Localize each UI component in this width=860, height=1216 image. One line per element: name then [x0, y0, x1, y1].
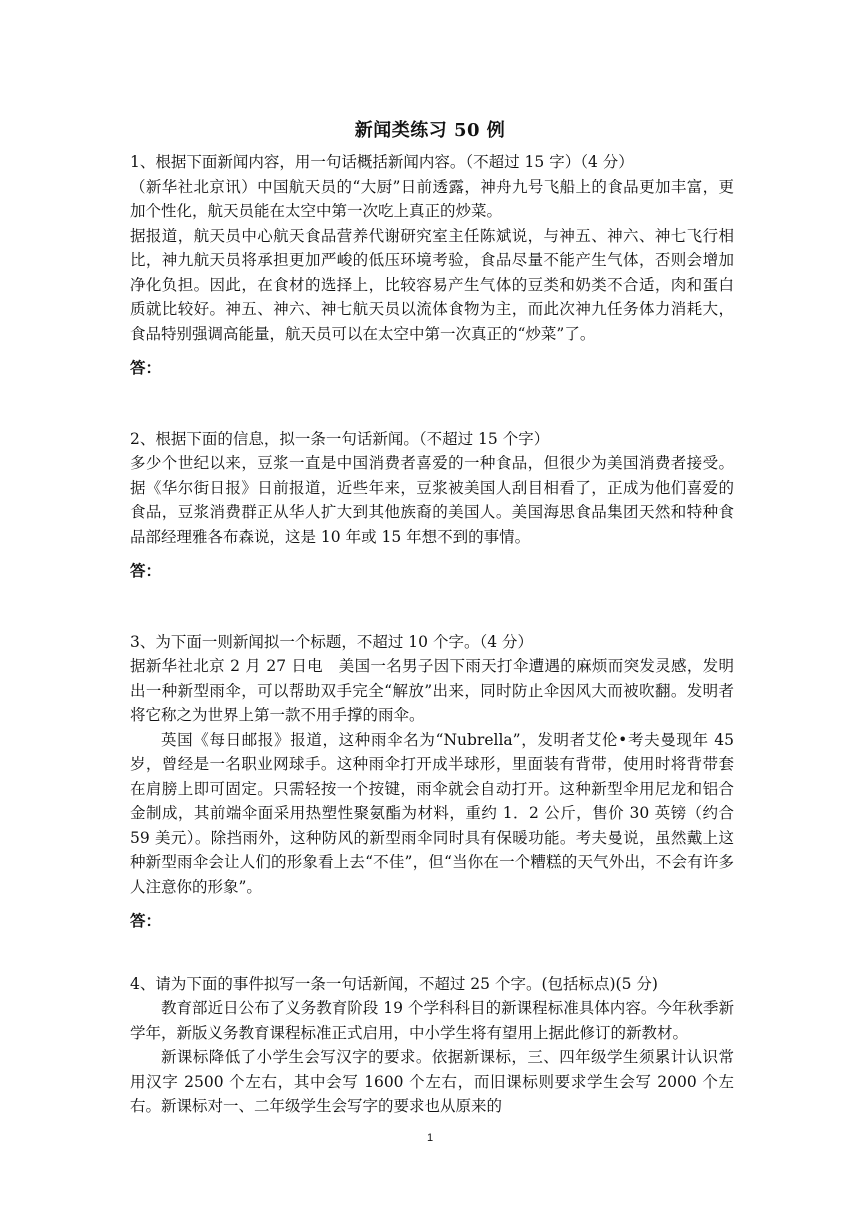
- question-2: [130, 427, 734, 584]
- question-1-answer-label: 答：: [130, 358, 162, 377]
- question-3-paragraph-1: 据新华社北京 2 月 27 日电 美国一名男子因下雨天打伞遭遇的麻烦而突发灵感，发明出一种新型雨伞，可以帮助双手完全“解放”出来，同时防止伞因风大而被吹翻。发明者将它称之为世界上第一款不用手撑的雨伞。: [130, 657, 734, 724]
- page-title: 新闻类练习 50 例: [354, 120, 506, 141]
- question-4-prompt: 4、请为下面的事件拟写一条一句话新闻，不超过 25 个字。(包括标点)(5 分): [130, 974, 658, 993]
- question-1: [130, 150, 734, 381]
- question-4-paragraph-1: 教育部近日公布了义务教育阶段 19 个学科科目的新课程标准具体内容。今年秋季新学年，新版义务教育课程标准正式启用，中小学生将有望用上据此修订的新教材。: [130, 999, 734, 1042]
- question-1-paragraph-1: （新华社北京讯）中国航天员的“大厨”日前透露，神舟九号飞船上的食品更加丰富，更加个性化，航天员能在太空中第一次吃上真正的炒菜。: [130, 177, 734, 220]
- question-1-prompt: 1、根据下面新闻内容，用一句话概括新闻内容。（不超过 15 字）（4 分）: [130, 153, 634, 171]
- spacer: [130, 381, 734, 427]
- question-3: [130, 630, 734, 934]
- question-2-prompt: 2、根据下面的信息，拟一条一句话新闻。（不超过 15 个字）: [130, 429, 550, 448]
- document-body: [130, 150, 734, 1119]
- question-3-answer-label: 答：: [130, 911, 162, 930]
- question-3-prompt: 3、为下面一则新闻拟一个标题，不超过 10 个字。（4 分）: [130, 632, 533, 651]
- page-number: 1: [426, 1132, 434, 1144]
- question-1-paragraph-2: 据报道，航天员中心航天食品营养代谢研究室主任陈斌说，与神五、神六、神七飞行相比，神九航天员将承担更加严峻的低压环境考验，食品尽量不能产生气体，否则会增加净化负担。因此，在食材的选择上，比较容易产生气体的豆类和奶类不合适，肉和蛋白质就比较好。神五、神六、神七航天员以流体食物为主，而此次神九任务体力消耗大，食品特别强调高能量，航天员可以在太空中第一次真正的“炒菜”了。: [130, 226, 734, 343]
- question-3-paragraph-2: 英国《每日邮报》报道，这种雨伞名为“Nubrella”，发明者艾伦•考夫曼现年 45 岁，曾经是一名职业网球手。这种雨伞打开成半球形，里面装有背带，使用时将背带套在肩膀上即可固定。只需轻按一个按键，雨伞就会自动打开。这种新型伞用尼龙和铝合金制成，其前端伞面采用热塑性聚氨酯为材料，重约 1．2 公斤，售价 30 英镑（约合 59 美元）。除挡雨外，这种防风的新型雨伞同时具有保暖功能。考夫曼说，虽然戴上这种新型雨伞会让人们的形象看上去“不佳”，但“当你在一个糟糕的天气外出，不会有许多人注意你的形象”。: [130, 730, 734, 896]
- spacer: [130, 934, 734, 972]
- question-2-paragraph-1: 多少个世纪以来，豆浆一直是中国消费者喜爱的一种食品，但很少为美国消费者接受。据《华尔街日报》日前报道，近些年来，豆浆被美国人刮目相看了，正成为他们喜爱的食品，豆浆消费群正从华人扩大到其他族裔的美国人。美国海思食品集团天然和特种食品部经理雅各布森说，这是 10 年或 15 年想不到的事情。: [130, 454, 734, 546]
- question-4-paragraph-2: 新课标降低了小学生会写汉字的要求。依据新课标，三、四年级学生须累计认识常用汉字 2500 个左右，其中会写 1600 个左右，而旧课标则要求学生会写 2000 个左右。新课标对一、二年级学生会写字的要求也从原来的: [130, 1048, 734, 1115]
- spacer: [130, 584, 734, 630]
- question-4: [130, 972, 734, 1119]
- question-2-answer-label: 答：: [130, 561, 162, 580]
